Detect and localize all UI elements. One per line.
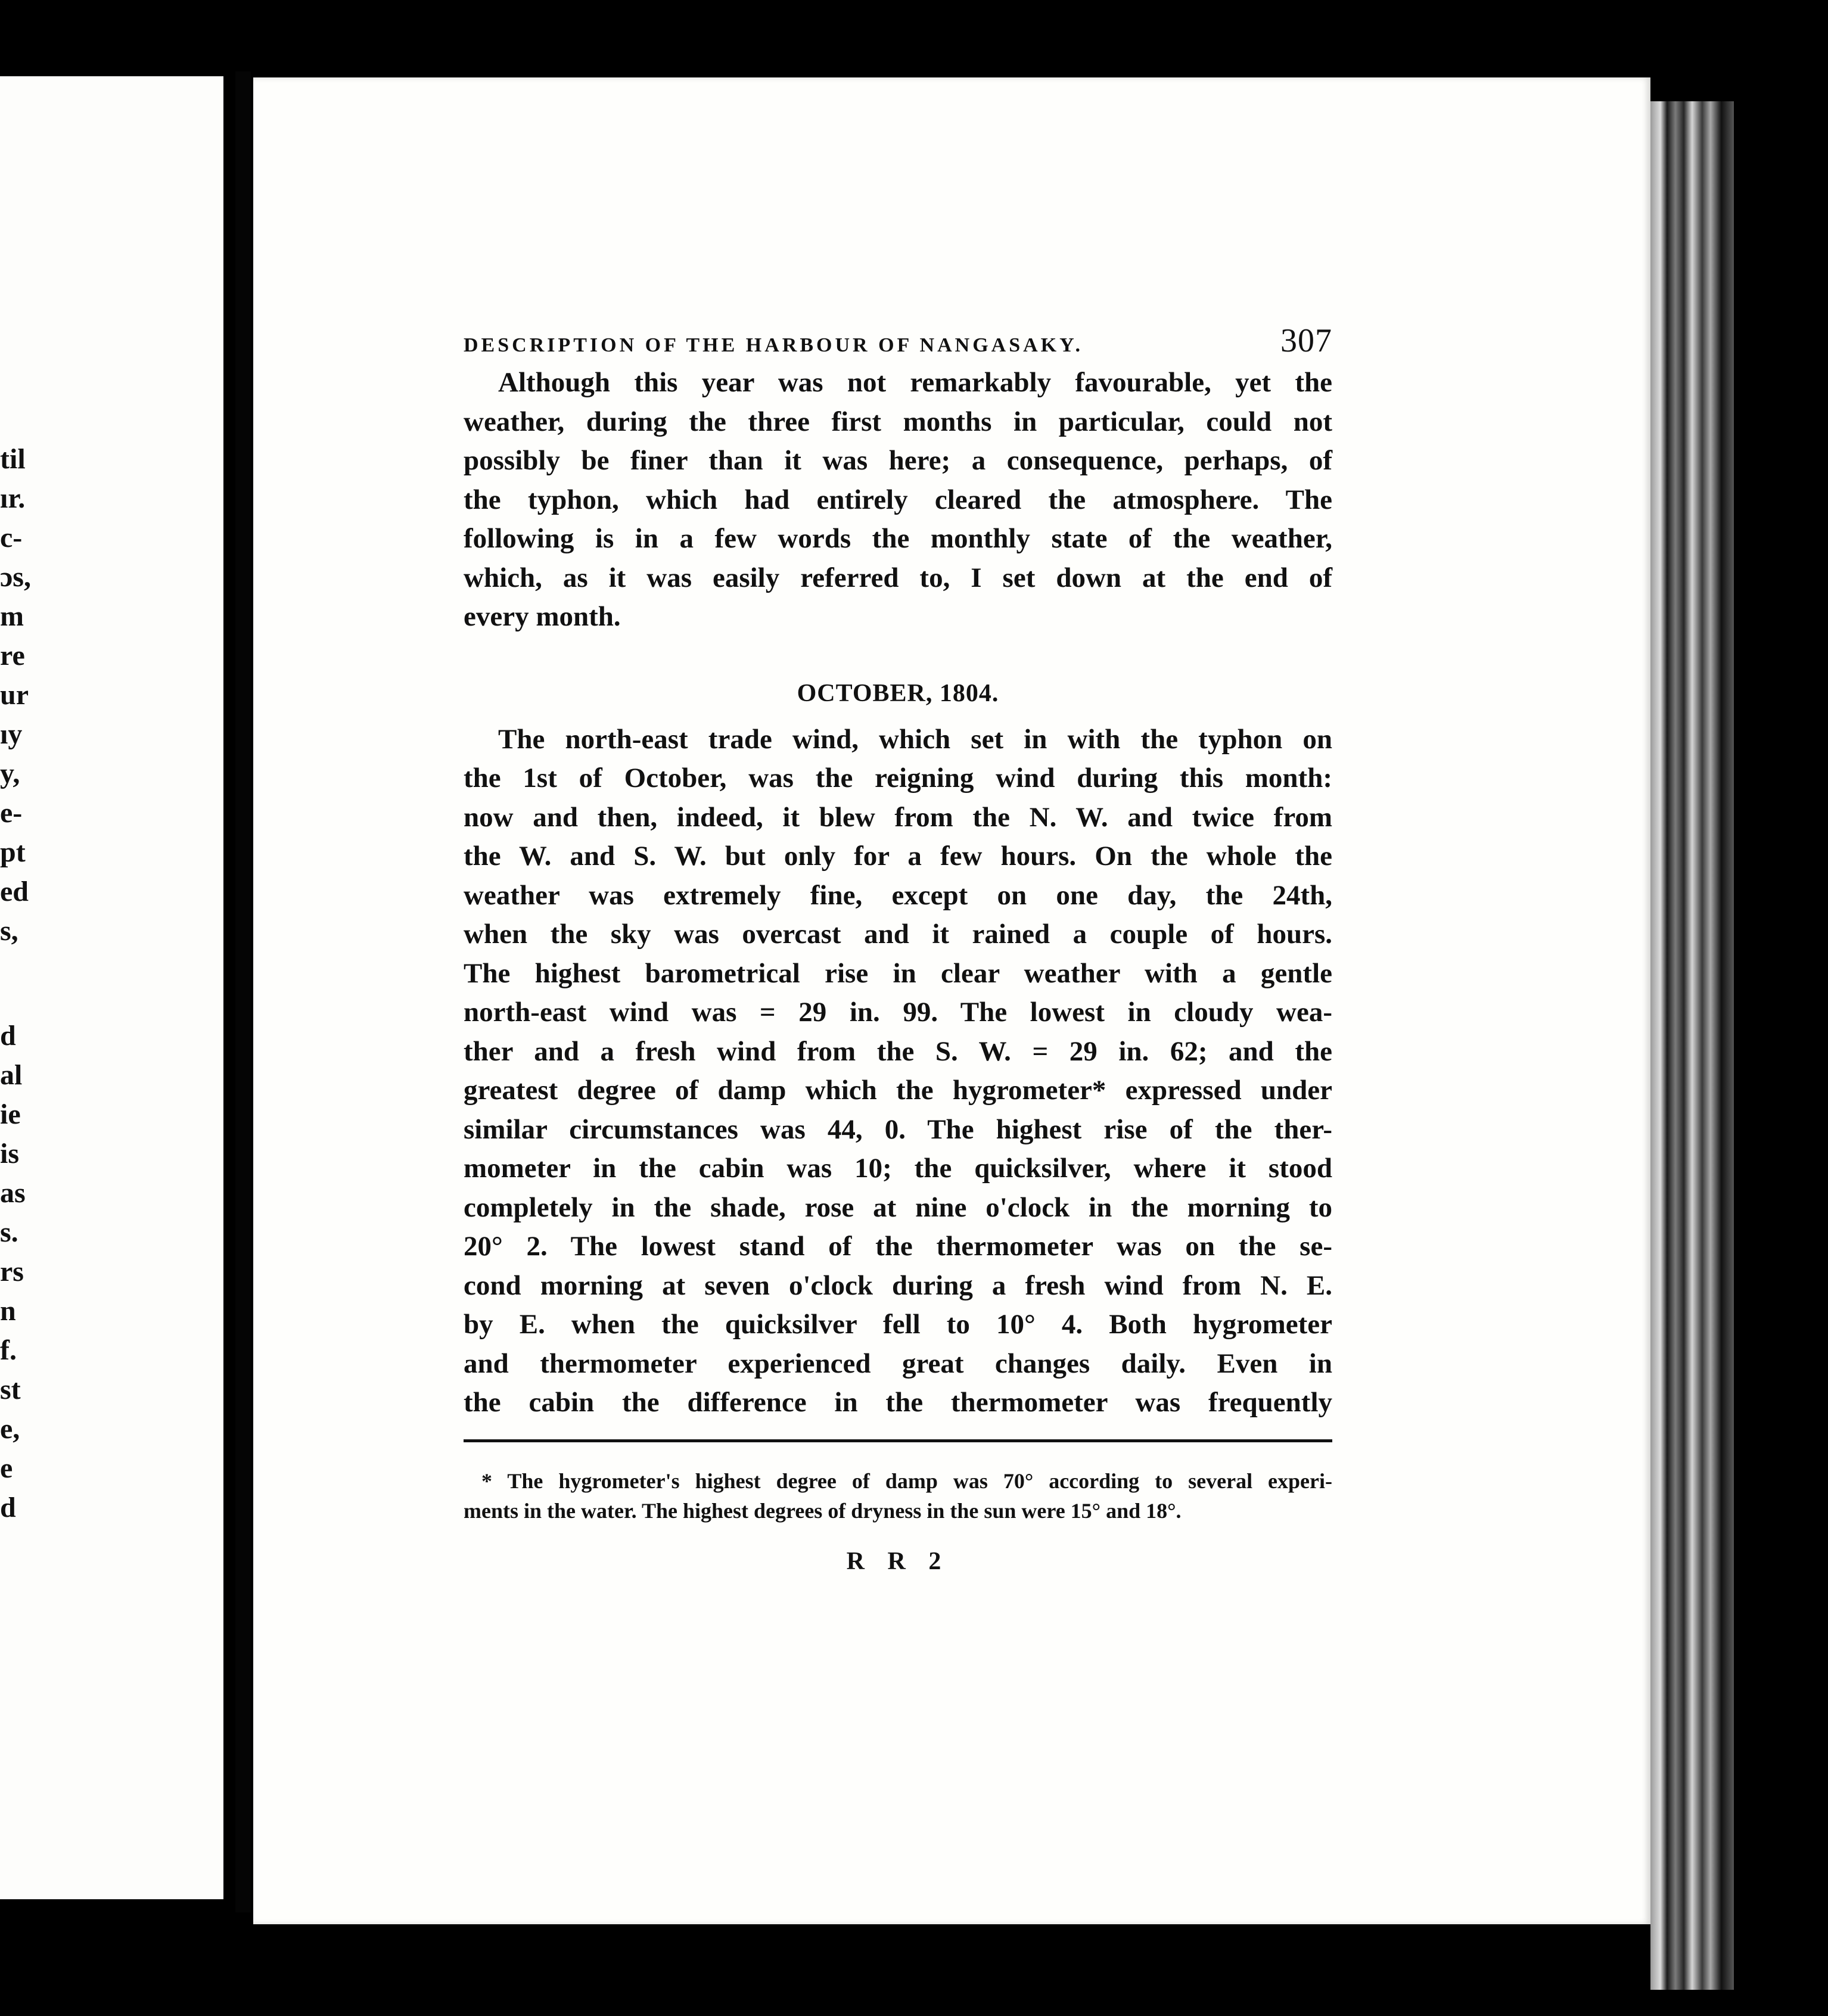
footnote-rule [464, 1439, 1332, 1442]
page-edge-stack [1650, 101, 1734, 1990]
text-line: and thermometer experienced great changes daily. Even in [464, 1348, 1332, 1379]
left-fragment: e, [0, 1413, 20, 1445]
text-line: the W. and S. W. but only for a few hours. On the whole the [464, 841, 1332, 872]
paragraph-intro [464, 363, 1332, 637]
text-line: weather, during the three first months in particular, could not [464, 406, 1332, 437]
section-heading: OCTOBER, 1804. [797, 679, 999, 707]
text-line: Although this year was not remarkably favourable, yet the [498, 367, 1332, 398]
text-line: The north-east trade wind, which set in with the typhon on [498, 723, 1332, 755]
footnote [464, 1466, 1332, 1526]
text-line: the cabin the difference in the thermometer was frequently [464, 1387, 1332, 1418]
running-head: DESCRIPTION OF THE HARBOUR OF NANGASAKY. [464, 334, 1084, 356]
text-line: greatest degree of damp which the hygrometer* expressed under [464, 1075, 1332, 1106]
page-text-block [464, 322, 1332, 1576]
text-line: cond morning at seven o'clock during a fresh wind from N. E. [464, 1270, 1332, 1301]
text-line: by E. when the quicksilver fell to 10° 4. Both hygrometer [464, 1309, 1332, 1340]
left-fragment: y, [0, 758, 20, 789]
footnote-line: ments in the water. The highest degrees of dryness in the sun were 15° and 18°. [464, 1498, 1182, 1523]
left-fragment: ur [0, 679, 29, 711]
text-line: completely in the shade, rose at nine o'clock in the morning to [464, 1191, 1332, 1223]
left-fragment: s, [0, 915, 18, 947]
left-fragment: d [0, 1020, 16, 1051]
left-fragment: st [0, 1374, 21, 1405]
text-line: ther and a fresh wind from the S. W. = 29 in. 62; and the [464, 1035, 1332, 1067]
page-header [464, 322, 1332, 363]
text-line: now and then, indeed, it blew from the N. W. and twice from [464, 801, 1332, 833]
book-gutter [235, 71, 251, 1912]
left-fragment: ır. [0, 483, 26, 514]
signature-mark: R R 2 [846, 1547, 950, 1575]
text-line: the 1st of October, was the reigning wind during this month: [464, 763, 1332, 794]
left-page-text-fragments [0, 440, 60, 1527]
text-line: following is in a few words the monthly state of the weather, [464, 523, 1332, 554]
left-fragment: f. [0, 1334, 17, 1366]
left-fragment: as [0, 1177, 26, 1209]
left-fragment: al [0, 1059, 23, 1091]
left-fragment: c- [0, 522, 23, 553]
left-fragment: ed [0, 876, 29, 907]
left-fragment-gap [0, 951, 60, 1016]
left-fragment: m [0, 601, 24, 632]
left-fragment: re [0, 640, 25, 671]
left-fragment: rs [0, 1256, 24, 1287]
text-line: possibly be finer than it was here; a consequence, perhaps, of [464, 445, 1332, 476]
page-number: 307 [1280, 322, 1332, 359]
paragraph-october [464, 720, 1332, 1423]
text-line: north-east wind was = 29 in. 99. The lowest in cloudy wea- [464, 997, 1332, 1028]
left-fragment: ie [0, 1099, 21, 1130]
left-page-fragment [0, 76, 223, 1899]
text-line: weather was extremely fine, except on one day, the 24th, [464, 879, 1332, 911]
text-line: similar circumstances was 44, 0. The highest rise of the ther- [464, 1113, 1332, 1145]
left-fragment: s. [0, 1217, 18, 1248]
left-fragment: d [0, 1492, 16, 1523]
left-fragment: n [0, 1295, 16, 1327]
left-fragment: e [0, 1452, 13, 1484]
text-line: mometer in the cabin was 10; the quicksilver, where it stood [464, 1153, 1332, 1184]
left-fragment: is [0, 1138, 20, 1169]
left-fragment: til [0, 443, 26, 475]
left-fragment: ɔs, [0, 561, 31, 593]
text-line: every month. [464, 601, 621, 632]
left-fragment: pt [0, 836, 26, 868]
left-fragment: ıy [0, 718, 23, 750]
text-line: which, as it was easily referred to, I set down at the end of [464, 562, 1332, 593]
footnote-line: * The hygrometer's highest degree of damp was 70° according to several experi- [481, 1469, 1332, 1493]
text-line: the typhon, which had entirely cleared the atmosphere. The [464, 484, 1332, 515]
text-line: 20° 2. The lowest stand of the thermometer was on the se- [464, 1231, 1332, 1262]
text-line: when the sky was overcast and it rained a couple of hours. [464, 919, 1332, 950]
left-fragment: e- [0, 797, 23, 829]
text-line: The highest barometrical rise in clear weather with a gentle [464, 957, 1332, 989]
